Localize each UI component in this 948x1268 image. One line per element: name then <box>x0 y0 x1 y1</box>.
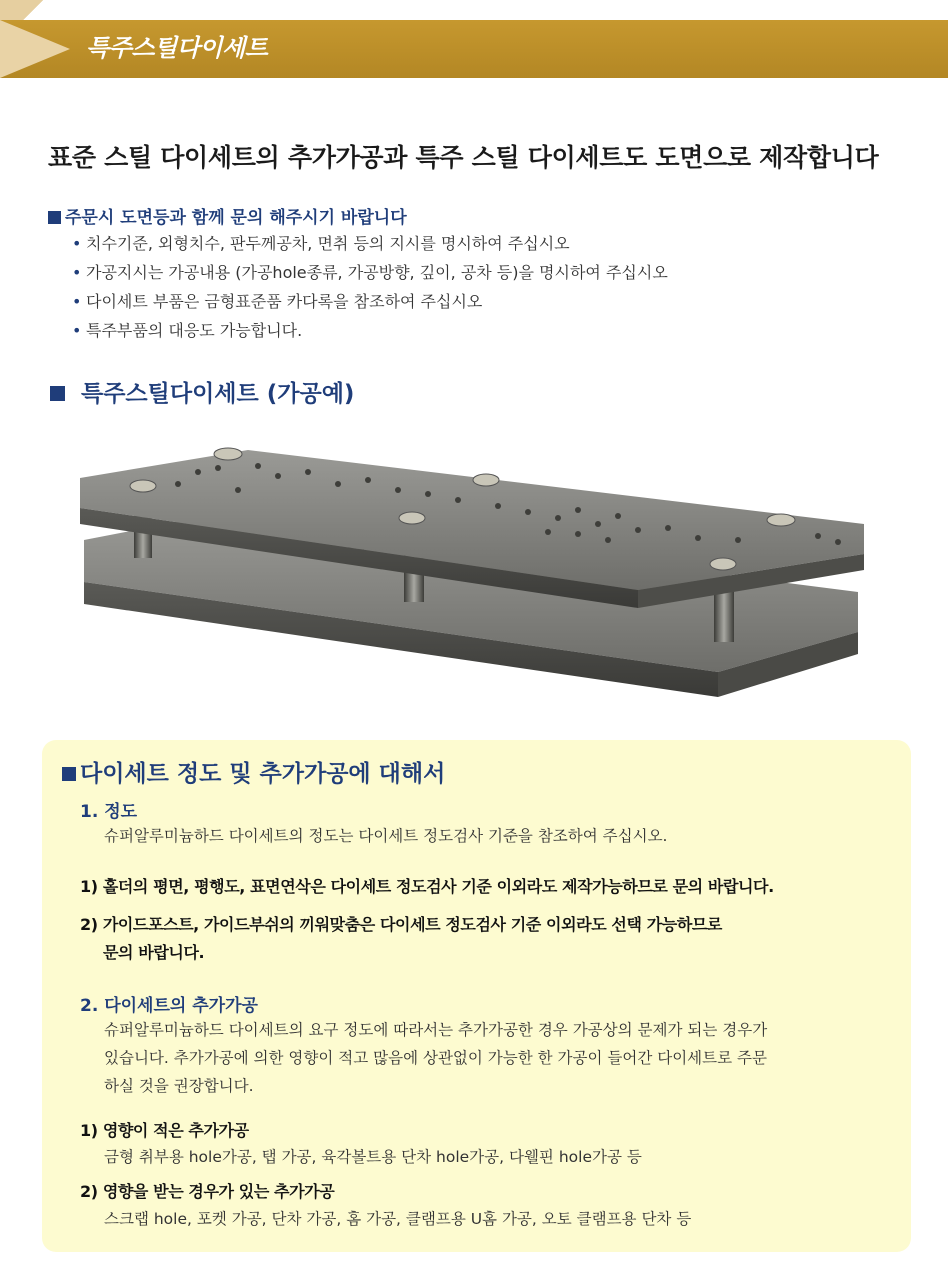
list-item <box>72 291 668 320</box>
list-item-text: 다이세트 부품은 금형표준품 카다록을 참조하여 주십시오 <box>86 292 483 311</box>
low-impact-text: 금형 취부용 hole가공, 탭 가공, 육각볼트용 단차 hole가공, 다웰핀 hole가공 등 <box>104 1148 642 1166</box>
guide-bushing <box>130 480 156 492</box>
list-item <box>72 320 668 349</box>
header-arrow-decoration <box>0 20 70 78</box>
die-set-photo <box>78 432 864 700</box>
bullet-dot-icon: • <box>72 234 82 253</box>
header-bar <box>0 0 948 78</box>
list-item <box>72 262 668 291</box>
square-bullet-icon <box>50 386 65 401</box>
low-impact-title: 1) 영향이 적은 추가가공 <box>80 1121 249 1140</box>
list-item <box>72 233 668 262</box>
example-section-title <box>50 375 354 408</box>
info-panel-title <box>62 755 445 788</box>
order-notice-title-text: 주문시 도면등과 함께 문의 해주시기 바랍니다 <box>65 208 407 228</box>
bullet-dot-icon: • <box>72 263 82 282</box>
guide-bushing <box>473 474 499 486</box>
section-heading-accuracy: 1. 정도 <box>80 802 138 822</box>
accuracy-item-2: 2) 가이드포스트, 가이드부쉬의 끼워맞춤은 다이세트 정도검사 기준 이외라도 선택 가능하므로 <box>80 915 722 934</box>
main-headline: 표준 스틸 다이세트의 추가가공과 특주 스틸 다이세트도 도면으로 제작합니다 <box>48 143 879 172</box>
square-bullet-icon <box>62 767 76 781</box>
order-notice-title <box>48 203 407 228</box>
affected-machining-text: 스크랩 hole, 포켓 가공, 단차 가공, 홈 가공, 클램프용 U홈 가공, 오토 클램프용 단차 등 <box>104 1210 692 1228</box>
info-panel-title-text: 다이세트 정도 및 추가가공에 대해서 <box>80 761 446 787</box>
list-item-text: 가공지시는 가공내용 (가공hole종류, 가공방향, 깊이, 공차 등)을 명시하여 주십시오 <box>86 263 668 282</box>
section-heading-additional-machining: 2. 다이세트의 추가가공 <box>80 996 258 1016</box>
example-section-title-text: 특주스틸다이세트 (가공예) <box>81 381 355 407</box>
accuracy-text: 슈퍼알루미늄하드 다이세트의 정도는 다이세트 정도검사 기준을 참조하여 주십시오. <box>104 827 668 845</box>
guide-bushing <box>214 448 242 460</box>
guide-bushing <box>710 558 736 570</box>
accuracy-item-2-cont: 문의 바랍니다. <box>103 943 205 962</box>
header-corner-decoration <box>0 0 52 20</box>
list-item-text: 치수기준, 외형치수, 판두께공차, 면취 등의 지시를 명시하여 주십시오 <box>86 234 570 253</box>
bullet-dot-icon: • <box>72 292 82 311</box>
bullet-dot-icon: • <box>72 321 82 340</box>
affected-machining-title: 2) 영향을 받는 경우가 있는 추가가공 <box>80 1182 335 1201</box>
list-item-text: 특주부품의 대응도 가능합니다. <box>86 321 303 340</box>
page-title: 특주스틸다이세트 <box>86 34 268 62</box>
order-notice-list <box>72 233 668 349</box>
guide-bushing <box>767 514 795 526</box>
additional-machining-text-2: 있습니다. 추가가공에 의한 영향이 적고 많음에 상관없이 가능한 한 가공이 들어간 다이세트로 주문 <box>104 1049 767 1067</box>
square-bullet-icon <box>48 211 61 224</box>
additional-machining-text-1: 슈퍼알루미늄하드 다이세트의 요구 정도에 따라서는 추가가공한 경우 가공상의 문제가 되는 경우가 <box>104 1021 768 1039</box>
accuracy-item-1: 1) 홀더의 평면, 평행도, 표면연삭은 다이세트 정도검사 기준 이외라도 제작가능하므로 문의 바랍니다. <box>80 877 774 896</box>
additional-machining-text-3: 하실 것을 권장합니다. <box>104 1077 254 1095</box>
guide-bushing <box>399 512 425 524</box>
